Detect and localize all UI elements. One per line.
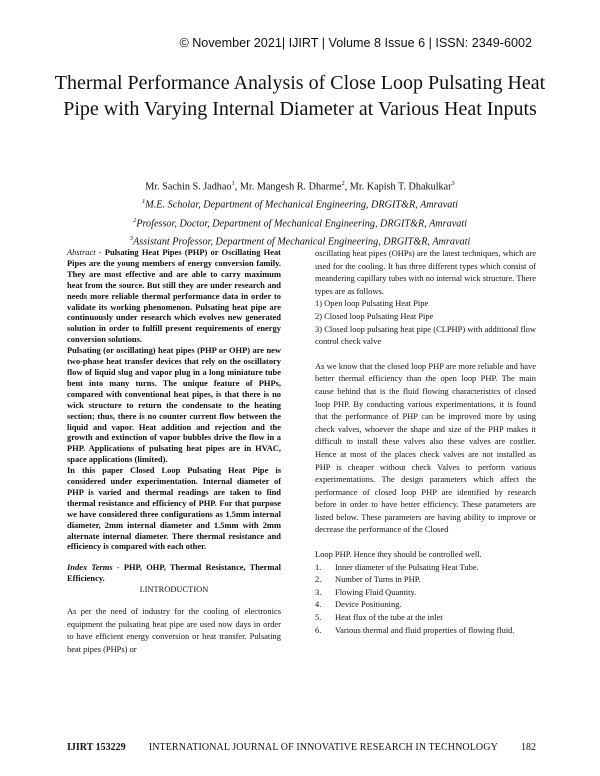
author-mark: 3 <box>451 180 455 187</box>
affiliation <box>40 213 560 231</box>
footer-paper-id: IJIRT 153229 <box>67 742 126 753</box>
index-terms-text: PHP, OHP, Thermal Resistance, Thermal Efficiency. <box>67 562 281 584</box>
body-paragraph: As we know that the closed loop PHP are more reliable and have better thermal efficiency than the open loop PHP. The main cause behind that is the fluid flowing characteristics of closed loop PHP. By conducting various experimentations, it is found that the performance of PHP can be improved more by using check valves, whoever the shape and size of the PHP makes it difficult to install these valves also these valves are costlier. Hence at most of the places check valves are not installed as PHP is cheaper without check Valves to perform various experimentations. The design parameters which affect the performance of closed loop PHP are identified by research before in order to have better efficiency. These parameters are listed below. These parameters are having ability to improve or decrease the performance of the Closed <box>315 360 536 535</box>
footer-journal-name: INTERNATIONAL JOURNAL OF INNOVATIVE RESEARCH IN TECHNOLOGY <box>148 742 498 753</box>
affiliation-mark: 3 <box>129 235 133 243</box>
affiliation-mark: 2 <box>132 216 137 224</box>
affiliation-text: M.E. Scholar, Department of Mechanical Engineering, DRGIT&R, Amravati <box>145 199 458 211</box>
abstract-text: Pulsating Heat Pipes (PHP) or Oscillating Heat Pipes are the young members of energy conversion family. They are most effective and are able to carry maximum heat from the source. But still they are under research and needs more reliable thermal performance data in order to validate its working phenomenon. Pulsating heat pipe are continuously under research which evolves new generated solution in order to fulfill present requirements of energy conversion solutions. <box>67 247 281 345</box>
journal-header: © November 2021| IJIRT | Volume 8 Issue 6 | ISSN: 2349-6002 <box>179 36 532 50</box>
abstract-paragraph <box>67 247 281 345</box>
affiliation-text: Assistant Professor, Department of Mechanical Engineering, DRGIT&R, Amravati <box>132 236 471 248</box>
author-mark: 2 <box>341 180 345 187</box>
list-item: 2) Closed loop Pulsating Heat Pipe <box>315 310 434 321</box>
author-line: Mr. Sachin S. Jadhao$^1$, Mr. Mangesh R. Dharme$^2$, Mr. Kapish T. Dhakulkar$^3$ <box>145 180 455 193</box>
index-terms-label: Index Terms - <box>67 562 120 573</box>
affiliation-text: Professor, Doctor, Department of Mechanical Engineering, DRGIT&R, Amravati <box>136 218 468 230</box>
parameters-list <box>315 561 536 637</box>
author-mark: 1 <box>231 180 235 187</box>
body-paragraph: oscillating heat pipes (OHPs) are the latest techniques, which are used for the cooling. It has three different types which consist of meandering capillary tubes with no internal wick structure. There types are as follows. <box>315 248 536 296</box>
affiliation <box>40 194 560 212</box>
left-column <box>67 247 281 655</box>
intro-paragraph: As per the need of industry for the cooling of electronics equipment the pulsating heat pipe are used now days in order to have efficient energy conversion or heat transfer. Pulsating heat pipes (PHPs) or <box>67 606 281 654</box>
affiliation-mark: 1 <box>142 198 146 206</box>
list-item: 3) Closed loop pulsating heat pipe (CLPHP) with additional flow control check valve <box>315 323 536 347</box>
abstract-paragraph: In this paper Closed Loop Pulsating Heat Pipe is considered under experimentation. Internal diameter of PHP is varied and thermal readings are taken to find thermal resistance and efficiency of PHP. For that purpose we have considered three configurations as 1.5mm internal diameter, 2mm internal diameter and 1.5mm with 2mm alternate internal diameter. There thermal resistance and efficiency is compared with each other. <box>67 465 281 552</box>
author-name: Mr. Mangesh R. Dharme <box>239 181 342 193</box>
list-item: 1) Open loop Pulsating Heat Pipe <box>315 298 429 309</box>
list-item: 6. Various thermal and fluid properties of flowing fluid. <box>315 624 515 635</box>
abstract-paragraph: Pulsating (or oscillating) heat pipes (PHP or OHP) are new two-phase heat transfer devices that rely on the oscillatory flow of liquid slug and vapor plug in a long miniature tube bent into many turns. The unique feature of PHPs, compared with conventional heat pipes, is that there is no wick structure to return the condensate to the heating section; thus, there is no counter current flow between the liquid and vapor. Heat addition and rejection and the growth and extinction of vapor bubbles drive the flow in a PHP. Applications of pulsating heat pipes are in HVAC, space applications (limited). <box>67 345 281 465</box>
list-item: 5. Heat flux of the tube at the inlet <box>315 612 443 623</box>
author-block <box>40 176 560 250</box>
list-item: 3. Flowing Fluid Quantity. <box>315 586 417 597</box>
page-number: 182 <box>521 742 536 753</box>
right-column <box>315 247 536 636</box>
author-name: Mr. Kapish T. Dhakulkar <box>349 181 452 193</box>
section-heading: I.INTRODUCTION <box>139 584 209 595</box>
index-terms <box>67 562 281 584</box>
list-item: 4. Device Positioning. <box>315 599 402 610</box>
paper-title: Thermal Performance Analysis of Close Loop Pulsating Heat Pipe with Varying Internal Diameter at Various Heat Inputs <box>54 72 546 120</box>
list-item: 2. Number of Turns in PHP. <box>315 574 421 585</box>
php-types-list <box>315 297 536 347</box>
list-item: 1. Inner diameter of the Pulsating Heat Tube. <box>315 561 479 572</box>
page-footer <box>67 742 536 753</box>
abstract-label: Abstract - <box>67 247 102 257</box>
body-paragraph: Loop PHP. Hence they should be controlled well. <box>315 549 482 560</box>
author-name: Mr. Sachin S. Jadhao <box>145 181 232 193</box>
